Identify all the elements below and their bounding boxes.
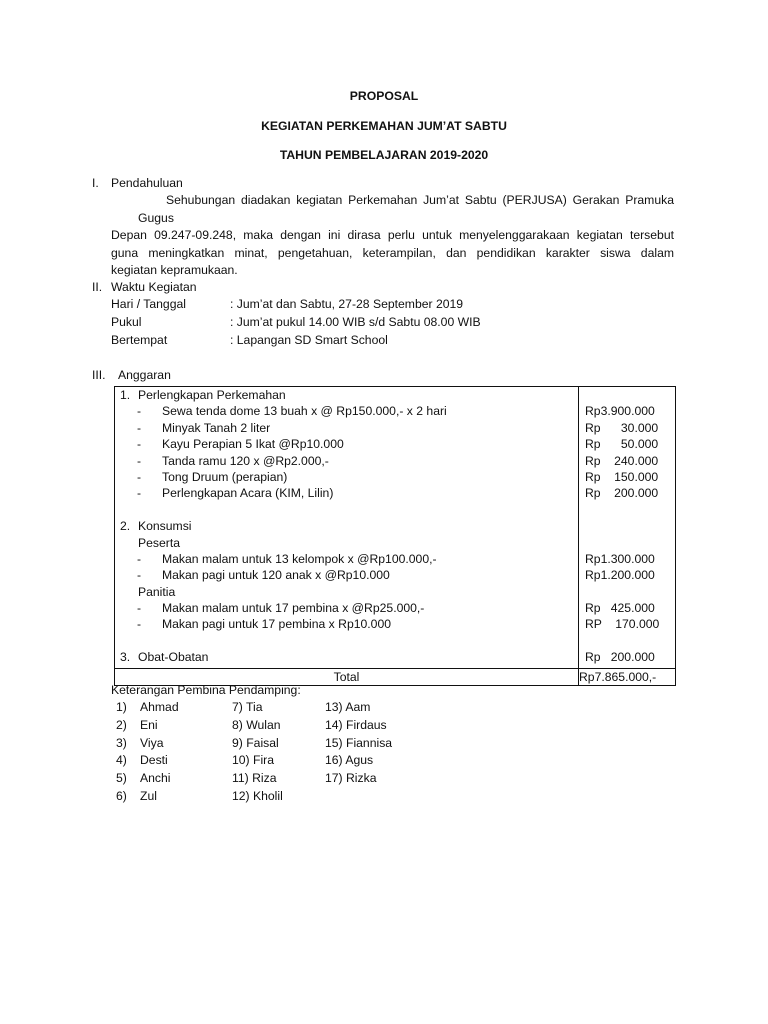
group-number: 3. bbox=[120, 650, 131, 665]
total-value: Rp7.865.000,- bbox=[579, 668, 676, 685]
item-text: Makan pagi untuk 17 pembina x Rp10.000 bbox=[162, 617, 392, 632]
item-price: Rp 30.000 bbox=[585, 420, 659, 435]
spacer bbox=[579, 535, 675, 551]
schedule-value-place: : Lapangan SD Smart School bbox=[230, 333, 388, 347]
section-3-heading: Anggaran bbox=[118, 368, 171, 382]
pembina-entry: 15) Fiannisa bbox=[325, 736, 393, 750]
pembina-number: 3) bbox=[116, 736, 127, 750]
pembina-entry: 12) Kholil bbox=[232, 789, 283, 803]
paragraph-line: Sehubungan diadakan kegiatan Perkemahan Jum’at Sabtu (PERJUSA) Gerakan Pramuka Gugus bbox=[138, 193, 674, 225]
group-title: Perlengkapan Perkemahan bbox=[138, 388, 286, 402]
group-number: 1. bbox=[120, 388, 131, 402]
spacer bbox=[579, 502, 675, 518]
pembina-name: Eni bbox=[140, 718, 158, 732]
item-text: Perlengkapan Acara (KIM, Lilin) bbox=[162, 486, 334, 501]
budget-item bbox=[115, 420, 578, 436]
pembina-number: 5) bbox=[116, 771, 127, 785]
total-label: Total bbox=[115, 668, 579, 685]
item-price: Rp 425.000 bbox=[585, 601, 655, 616]
budget-item bbox=[115, 485, 578, 501]
pembina-name: Desti bbox=[140, 753, 168, 767]
subgroup-header bbox=[115, 584, 578, 600]
item-price: Rp1.300.000 bbox=[585, 551, 655, 566]
budget-item bbox=[115, 600, 578, 616]
budget-item bbox=[115, 551, 578, 567]
pembina-entry: 16) Agus bbox=[325, 753, 374, 767]
spacer bbox=[115, 633, 578, 649]
dash: - bbox=[137, 453, 142, 468]
spacer bbox=[579, 633, 675, 649]
budget-table bbox=[114, 386, 676, 686]
budget-prices-cell bbox=[579, 387, 676, 669]
dash: - bbox=[137, 420, 142, 435]
dash: - bbox=[137, 437, 142, 452]
budget-item bbox=[115, 469, 578, 485]
pembina-entry: 9) Faisal bbox=[232, 736, 279, 750]
pembina-entry: 7) Tia bbox=[232, 700, 263, 714]
item-text: Sewa tenda dome 13 buah x @ Rp150.000,- x 2 hari bbox=[162, 404, 447, 419]
subgroup-title: Peserta bbox=[138, 535, 181, 550]
paragraph-line: Depan 09.247-09.248, maka dengan ini dirasa perlu untuk menyelenggarakaan kegiatan tersebut bbox=[111, 228, 674, 242]
pembina-entry: 11) Riza bbox=[232, 771, 277, 785]
budget-item bbox=[115, 616, 578, 632]
dash: - bbox=[137, 617, 142, 632]
budget-item bbox=[115, 403, 578, 419]
schedule-value-date: : Jum’at dan Sabtu, 27-28 September 2019 bbox=[230, 297, 464, 311]
pembina-heading: Keterangan Pembina Pendamping: bbox=[111, 683, 301, 697]
item-text: Makan pagi untuk 120 anak x @Rp10.000 bbox=[162, 568, 390, 583]
pembina-entry: 14) Firdaus bbox=[325, 718, 387, 732]
dash: - bbox=[137, 568, 142, 583]
schedule-label-time: Pukul bbox=[111, 315, 142, 329]
budget-item bbox=[115, 567, 578, 583]
item-text: Kayu Perapian 5 Ikat @Rp10.000 bbox=[162, 437, 344, 452]
group-number: 2. bbox=[120, 519, 131, 534]
item-price: Rp1.200.000 bbox=[585, 568, 655, 583]
section-1-number: I. bbox=[92, 176, 99, 190]
pembina-number: 6) bbox=[116, 789, 127, 803]
item-text: Tong Druum (perapian) bbox=[162, 469, 288, 484]
pembina-name: Ahmad bbox=[140, 700, 179, 714]
doc-year: TAHUN PEMBELAJARAN 2019-2020 bbox=[279, 148, 489, 162]
group-title: Obat-Obatan bbox=[138, 650, 209, 665]
item-price: Rp 150.000 bbox=[585, 469, 659, 484]
section-2-number: II. bbox=[92, 280, 103, 294]
schedule-label-date: Hari / Tanggal bbox=[111, 297, 186, 311]
dash: - bbox=[137, 404, 142, 419]
paragraph-line: kegiatan kepramukaan. bbox=[111, 263, 238, 277]
spacer bbox=[579, 518, 675, 534]
spacer bbox=[579, 584, 675, 600]
pembina-name: Zul bbox=[140, 789, 157, 803]
dash: - bbox=[137, 551, 142, 566]
group-header bbox=[115, 649, 578, 665]
subgroup-title: Panitia bbox=[138, 584, 176, 599]
pembina-entry: 10) Fira bbox=[232, 753, 274, 767]
budget-item bbox=[115, 453, 578, 469]
dash: - bbox=[137, 486, 142, 501]
item-text: Tanda ramu 120 x @Rp2.000,- bbox=[162, 453, 329, 468]
item-text: Makan malam untuk 17 pembina x @Rp25.000,- bbox=[162, 601, 425, 616]
group-header bbox=[115, 387, 578, 403]
item-price: Rp 50.000 bbox=[585, 437, 659, 452]
dash: - bbox=[137, 601, 142, 616]
pembina-entry: 13) Aam bbox=[325, 700, 371, 714]
section-1-paragraph bbox=[111, 192, 674, 280]
section-2-heading: Waktu Kegiatan bbox=[111, 280, 197, 294]
schedule-label-place: Bertempat bbox=[111, 333, 168, 347]
item-text: Minyak Tanah 2 liter bbox=[162, 420, 271, 435]
pembina-entry: 8) Wulan bbox=[232, 718, 281, 732]
item-price: Rp 200.000 bbox=[585, 650, 655, 665]
pembina-entry: 17) Rizka bbox=[325, 771, 377, 785]
pembina-number: 2) bbox=[116, 718, 127, 732]
spacer bbox=[115, 502, 578, 518]
item-price: Rp 200.000 bbox=[585, 486, 659, 501]
schedule-value-time: : Jum’at pukul 14.00 WIB s/d Sabtu 08.00 WIB bbox=[230, 315, 481, 329]
pembina-name: Viya bbox=[140, 736, 164, 750]
group-title: Konsumsi bbox=[138, 519, 192, 534]
item-price: Rp 240.000 bbox=[585, 453, 659, 468]
subgroup-header bbox=[115, 535, 578, 551]
section-3-number: III. bbox=[92, 368, 106, 382]
group-header bbox=[115, 518, 578, 534]
budget-item bbox=[115, 436, 578, 452]
section-1-heading: Pendahuluan bbox=[111, 176, 183, 190]
budget-items-cell bbox=[115, 387, 579, 669]
doc-title: PROPOSAL bbox=[349, 89, 419, 103]
budget-body-row bbox=[115, 387, 676, 669]
pembina-name: Anchi bbox=[140, 771, 171, 785]
item-price: Rp3.900.000 bbox=[585, 404, 655, 419]
dash: - bbox=[137, 469, 142, 484]
item-text: Makan malam untuk 13 kelompok x @Rp100.000,- bbox=[162, 551, 437, 566]
item-price: RP 170.000 bbox=[585, 617, 660, 632]
spacer bbox=[579, 387, 675, 403]
pembina-number: 4) bbox=[116, 753, 127, 767]
doc-subtitle: KEGIATAN PERKEMAHAN JUM’AT SABTU bbox=[261, 119, 507, 133]
pembina-number: 1) bbox=[116, 700, 127, 714]
paragraph-line: guna meningkatkan minat, pengetahuan, keterampilan, dan pendidikan karakter siswa dalam bbox=[111, 245, 674, 260]
